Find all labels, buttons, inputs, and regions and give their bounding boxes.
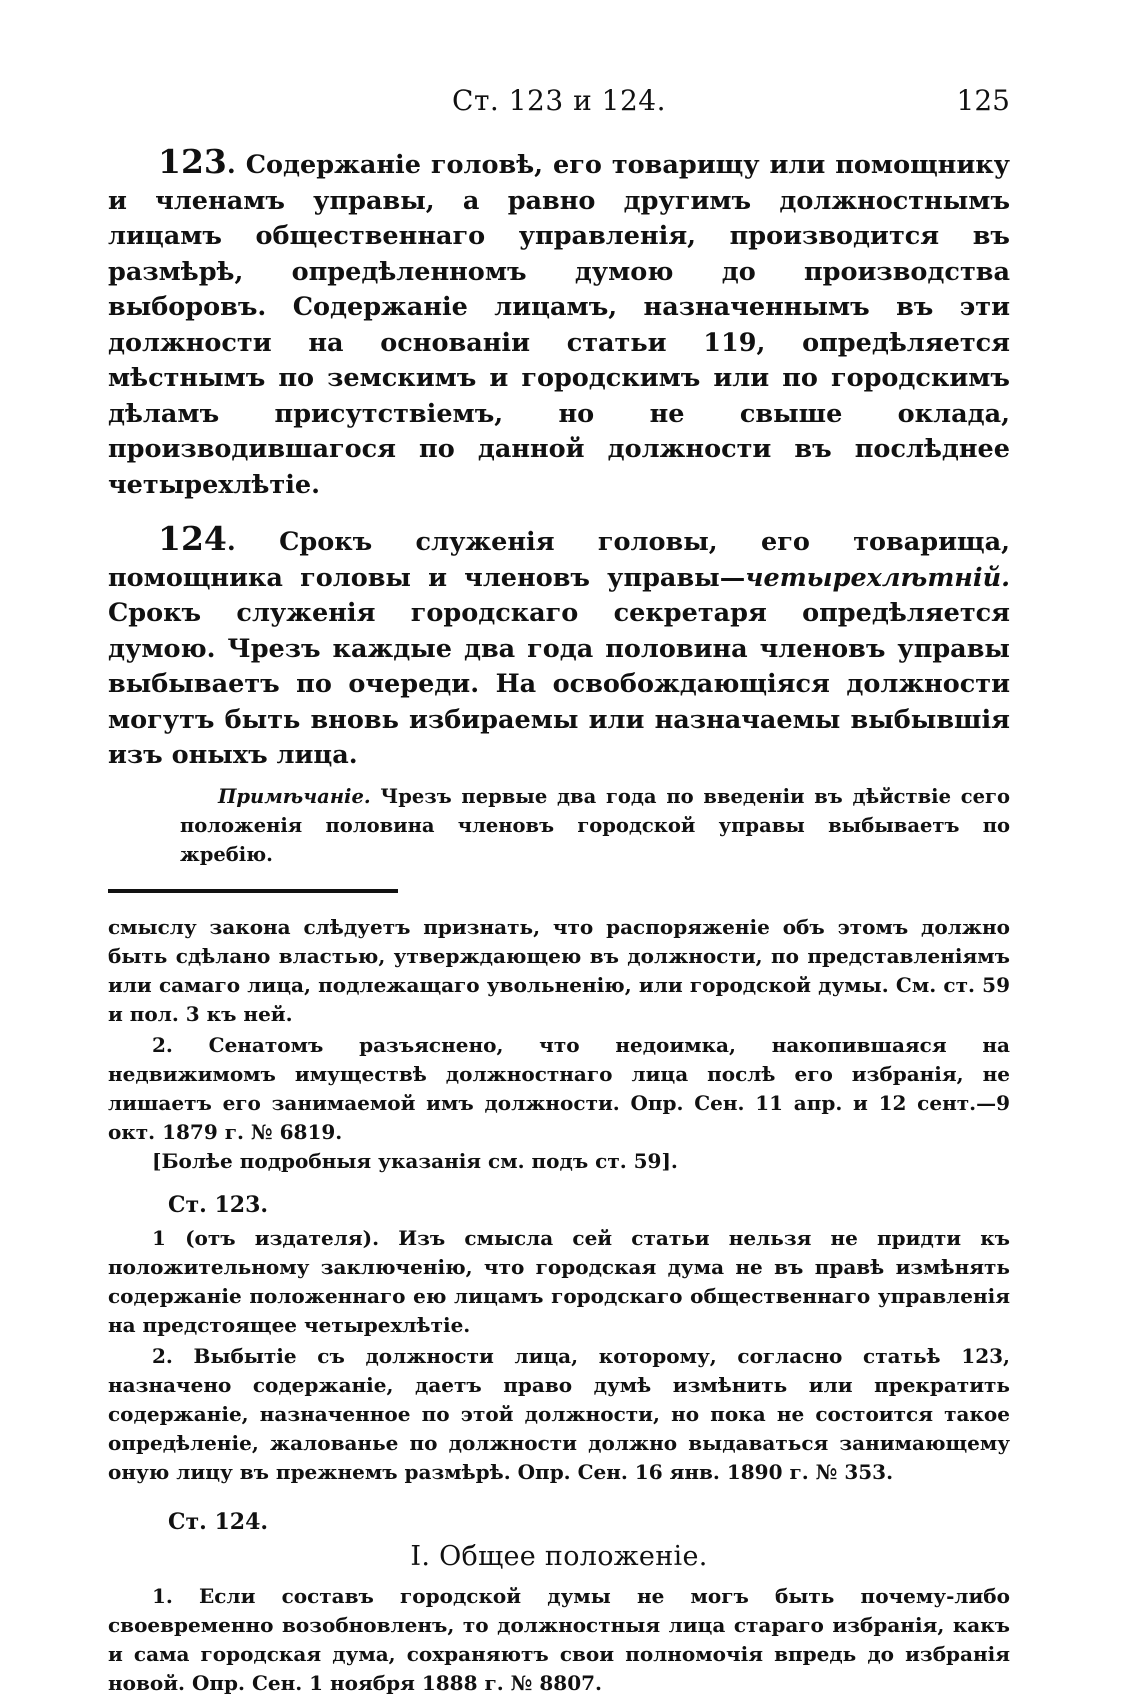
page-number: 125	[956, 84, 1010, 117]
footnote-item-2: 2. Сенатомъ разъяснено, что недоимка, накопившаяся на недвижимомъ имуществѣ должностнаго лица послѣ его избранія, не лишаетъ его занимаемой имъ должности. Опр. Сен. 11 апр. и 12 сент.—9 окт. 1879 г. № 6819.	[108, 1032, 1010, 1144]
page-header	[108, 78, 1010, 130]
article-123	[108, 144, 1010, 503]
st123-paragraph-2: 2. Выбытіе съ должности лица, которому, согласно статьѣ 123, назначено содержаніе, даетъ право думѣ измѣнить или прекратить содержаніе, назначенное по этой должности, но пока не состоится такое опредѣленіе, жалованье по должности должно выдаваться занимающему оную лицу въ прежнемъ размѣрѣ. Опр. Сен. 16 янв. 1890 г. № 353.	[108, 1343, 1010, 1484]
note	[180, 782, 1010, 869]
article-text: . Срокъ служенія головы, его товарища, помощника головы и членовъ управы—	[108, 527, 1010, 593]
footnote-divider	[108, 889, 398, 893]
footnote-continuation: смыслу закона слѣдуетъ признать, что распоряженіе объ этомъ должно быть сдѣлано властью, утверждающею въ должности, по представленіямъ или самаго лица, подлежащаго увольненію, или городской думы. См. ст. 59 и пол. 3 къ ней.	[108, 914, 1010, 1026]
section-heading-st123: Ст. 123.	[168, 1191, 269, 1218]
article-124	[108, 521, 1010, 774]
note-text: Чрезъ первые два года по введеніи въ дѣйствіе сего положенія половина членовъ городской управы выбываетъ по жребію.	[180, 784, 1010, 866]
footnote-bracket-reference: [Болѣе подробныя указанія см. подъ ст. 59].	[152, 1148, 678, 1173]
st123-paragraph-1: 1 (отъ издателя). Изъ смысла сей статьи нельзя не придти къ положительному заключенію, что городская дума не въ правѣ измѣнять содержаніе положеннаго ею лицамъ городскаго общественнаго управленія на предстоящее четырехлѣтіе.	[108, 1225, 1010, 1337]
article-text: . Содержаніе головѣ, его товарищу или помощнику и членамъ управы, а равно другимъ должностнымъ лицамъ общественнаго управленія, производится въ размѣрѣ, опредѣленномъ думою до производства выборовъ. Содержаніе лицамъ, назначеннымъ въ эти должности на основаніи статьи 119, опредѣляется мѣстнымъ по земскимъ и городскимъ или по городскимъ дѣламъ присутствіемъ, но не свыше оклада, производившагося по данной должности въ послѣднее четырехлѣтіе.	[108, 150, 1010, 500]
article-number: 124	[158, 519, 227, 558]
note-label: Примѣчаніе.	[218, 784, 371, 808]
st124-paragraph-1: 1. Если составъ городской думы не могъ быть почему-либо своевременно возобновленъ, то должностныя лица стараго избранія, какъ и сама городская дума, сохраняютъ свои полномочія впредь до избранія новой. Опр. Сен. 1 ноября 1888 г. № 8807.	[108, 1583, 1010, 1695]
article-text-continued: Срокъ служенія городскаго секретаря опредѣляется думою. Чрезъ каждые два года половина членовъ управы выбываетъ по очереди. На освобождающіяся должности могутъ быть вновь избираемы или назначаемы выбывшія изъ оныхъ лица.	[108, 598, 1010, 770]
section-heading-st124: Ст. 124.	[168, 1508, 269, 1535]
article-italic-term: четырехлѣтній.	[745, 562, 1010, 593]
running-title: Ст. 123 и 124.	[452, 84, 666, 117]
article-number: 123	[158, 142, 227, 181]
subheading-general: I. Общее положеніе.	[410, 1540, 708, 1572]
document-page	[108, 78, 1010, 1698]
